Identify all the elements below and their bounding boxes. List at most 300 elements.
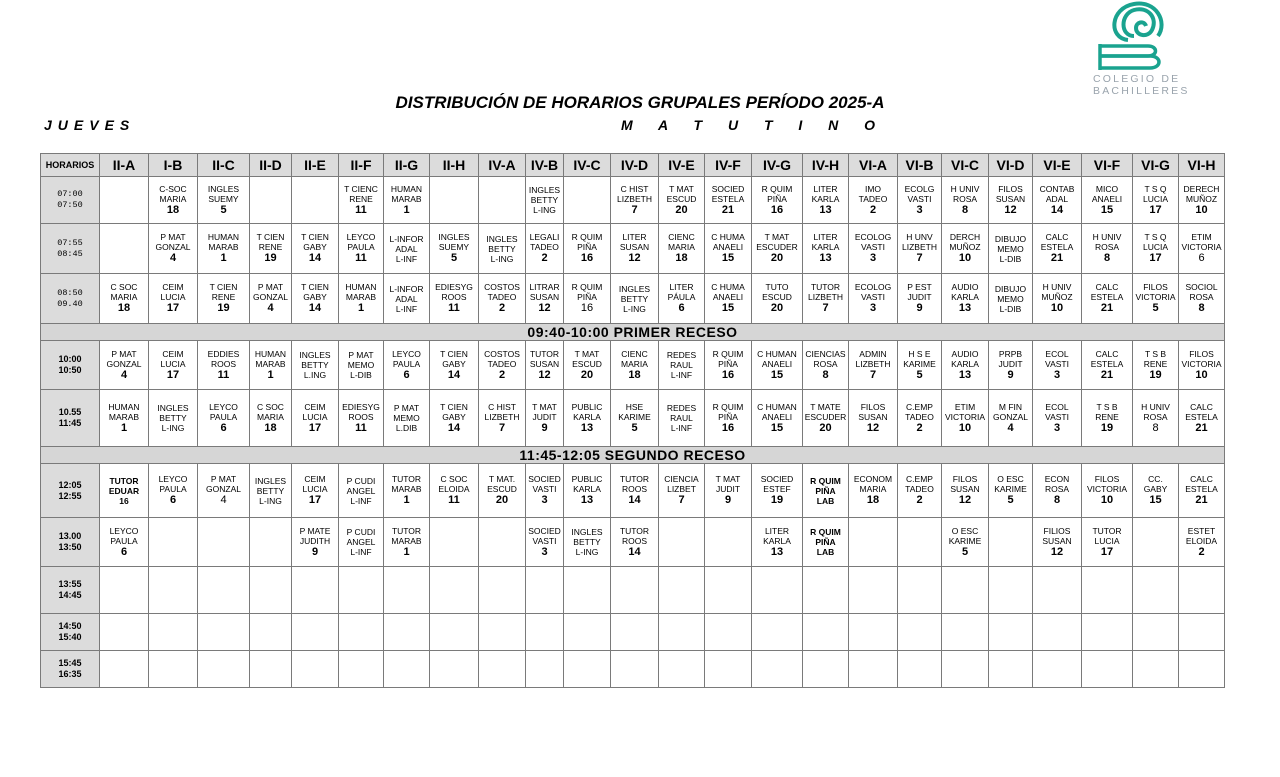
time-start: 13:55: [58, 579, 82, 589]
room-label: 3: [541, 545, 548, 558]
room-label: 7: [822, 302, 829, 314]
class-cell: [1033, 341, 1082, 390]
class-cell: [1179, 390, 1225, 447]
class-cell: [430, 224, 479, 274]
class-cell: [898, 518, 942, 567]
group-header-iv-d: IV-D: [611, 154, 659, 177]
class-cell: [1179, 274, 1225, 324]
room-label: 16: [770, 203, 784, 216]
class-cell: [1033, 518, 1082, 567]
teacher-label: TADEO: [905, 411, 934, 422]
teacher-label: SUSAN: [619, 242, 650, 252]
room-label: 16: [580, 252, 594, 264]
class-cell: [898, 614, 942, 651]
class-cell: [989, 390, 1033, 447]
class-cell: [292, 390, 339, 447]
teacher-label: MEMO: [997, 293, 1024, 304]
class-cell: [803, 614, 849, 651]
teacher-label: JUDIT: [998, 358, 1023, 369]
class-cell: [1082, 567, 1133, 614]
room-label: L-DIB: [999, 253, 1022, 264]
teacher-label: MARAB: [208, 242, 239, 252]
room-label: 8: [822, 368, 829, 381]
class-cell: [339, 177, 384, 224]
time-end: 10:50: [58, 365, 82, 375]
class-cell: [149, 567, 198, 614]
room-label: 8: [1053, 494, 1061, 506]
subject-label: O ESC: [951, 525, 979, 536]
teacher-label: KARLA: [951, 358, 979, 369]
class-cell: [849, 567, 898, 614]
subject-label: CEIM: [162, 348, 184, 359]
teacher-label: MUÑOZ: [1041, 292, 1073, 302]
subject-label: TUTOR: [619, 474, 650, 484]
subject-label: ETIM: [954, 401, 976, 412]
room-label: 10: [1050, 302, 1064, 314]
teacher-label: VASTI: [532, 535, 557, 546]
class-cell: [989, 464, 1033, 518]
room-label: 19: [1149, 368, 1162, 381]
teacher-label: LUCIA: [160, 292, 186, 302]
subject-label: H UNV: [906, 232, 933, 242]
subject-label: C SOC: [257, 401, 284, 412]
subject-label: M FIN: [998, 401, 1023, 412]
class-cell: [479, 567, 526, 614]
room-label: 7: [916, 252, 923, 264]
subject-label: H UNIV: [1141, 401, 1170, 412]
subject-label: PRPB: [998, 348, 1023, 359]
room-label: 21: [721, 203, 735, 216]
class-cell: [564, 274, 611, 324]
subject-label: CEIM: [304, 474, 326, 484]
group-header-ii-e: II-E: [292, 154, 339, 177]
class-cell: [705, 224, 752, 274]
teacher-label: LUCIA: [302, 484, 328, 494]
class-cell: [1179, 177, 1225, 224]
room-label: 17: [1100, 545, 1114, 558]
class-cell: [384, 177, 430, 224]
room-label: L-ING: [259, 495, 282, 506]
subject-label: C HIST: [620, 183, 649, 194]
subject-label: T MAT: [669, 183, 694, 194]
class-cell: [705, 341, 752, 390]
subject-label: ECOLOG: [854, 232, 892, 242]
room-label: 6: [169, 494, 177, 506]
class-cell: [803, 390, 849, 447]
room-label: L.ING: [303, 370, 327, 380]
room-label: 5: [916, 368, 923, 381]
teacher-label: SUSAN: [950, 484, 980, 494]
class-cell: [803, 341, 849, 390]
subject-label: INGLES: [571, 527, 603, 537]
subject-label: INGLES: [207, 183, 240, 194]
teacher-label: ANAELI: [761, 358, 793, 369]
teacher-label: LUCIA: [1094, 535, 1120, 546]
class-cell: [564, 614, 611, 651]
class-cell: [292, 614, 339, 651]
room-label: 15: [1100, 203, 1114, 216]
class-cell: [292, 464, 339, 518]
class-cell: [250, 651, 292, 688]
time-end: 16:35: [58, 669, 82, 679]
teacher-label: MARAB: [108, 411, 140, 422]
subject-label: FILOS: [998, 183, 1023, 194]
class-cell: [1133, 567, 1179, 614]
teacher-label: TADEO: [905, 484, 934, 494]
subject-label: MICO: [1095, 183, 1119, 194]
room-label: 20: [770, 302, 784, 314]
teacher-label: ANAELI: [712, 242, 744, 252]
time-start: 10.55: [58, 407, 82, 417]
class-cell: [564, 518, 611, 567]
subject-label: COSTOS: [484, 348, 520, 359]
room-label: 18: [166, 203, 180, 216]
class-cell: [526, 274, 564, 324]
time-end: 07:50: [57, 200, 83, 210]
teacher-label: GABY: [442, 358, 466, 369]
subject-label: P MAT: [257, 282, 284, 292]
class-cell: [339, 341, 384, 390]
class-cell: [1082, 274, 1133, 324]
teacher-label: VASTI: [532, 484, 557, 494]
subject-label: C HIST: [488, 401, 516, 412]
class-cell: [292, 224, 339, 274]
room-label: 14: [628, 545, 641, 558]
teacher-label: VICTORIA: [1087, 484, 1127, 494]
teacher-label: RAUL: [670, 413, 693, 423]
class-cell: [250, 390, 292, 447]
class-cell: [198, 464, 250, 518]
class-cell: [564, 390, 611, 447]
room-label: 12: [958, 494, 972, 506]
room-label: L.DIB: [395, 423, 418, 433]
room-label: 4: [120, 368, 128, 381]
room-label: 16: [119, 495, 129, 506]
class-cell: [705, 651, 752, 688]
class-cell: [989, 177, 1033, 224]
room-label: 5: [631, 421, 638, 434]
recess-row: [41, 447, 1225, 464]
class-cell: [1179, 341, 1225, 390]
room-label: 15: [770, 368, 784, 381]
class-cell: [149, 464, 198, 518]
class-cell: [100, 464, 149, 518]
class-cell: [659, 567, 705, 614]
class-cell: [564, 464, 611, 518]
room-label: L-INF: [670, 370, 693, 380]
class-cell: [564, 567, 611, 614]
time-slot: [41, 651, 100, 688]
room-label: L-INF: [350, 547, 372, 557]
time-start: 10:00: [58, 354, 82, 364]
class-cell: [1082, 464, 1133, 518]
room-label: 7: [678, 494, 685, 506]
class-cell: [752, 651, 803, 688]
room-label: 3: [1053, 368, 1061, 381]
subject-label: FILOS: [952, 474, 978, 484]
time-start: 07:55: [57, 237, 83, 248]
teacher-label: ELOIDA: [1185, 535, 1218, 546]
class-cell: [1179, 518, 1225, 567]
room-label: 12: [538, 302, 551, 314]
room-label: 2: [498, 368, 506, 381]
recess-row: [41, 324, 1225, 341]
subject-label: TUTOR: [619, 525, 650, 536]
time-start: 08:50: [57, 287, 83, 298]
room-label: 21: [1100, 368, 1114, 381]
time-end: 08:45: [57, 248, 83, 259]
room-label: 1: [403, 494, 410, 506]
room-label: 9: [916, 302, 923, 314]
class-cell: [339, 464, 384, 518]
group-header-vi-b: VI-B: [898, 154, 942, 177]
subject-label: SOCIED: [528, 525, 561, 536]
subject-label: C.EMP: [906, 401, 933, 412]
class-cell: [430, 390, 479, 447]
room-label: 20: [495, 494, 509, 506]
room-label: 3: [541, 494, 548, 506]
subject-label: DERECH: [1183, 183, 1220, 194]
room-label: 13: [580, 421, 594, 434]
header-row: [41, 154, 1225, 177]
teacher-label: RENE: [1143, 358, 1168, 369]
teacher-label: LIZBETH: [617, 193, 652, 204]
teacher-label: RENE: [1095, 411, 1119, 422]
time-end: 13:50: [58, 542, 82, 552]
teacher-label: PIÑA: [718, 411, 738, 422]
teacher-label: MEMO: [997, 243, 1024, 254]
time-slot: [41, 341, 100, 390]
room-label: L-INF: [350, 495, 372, 506]
class-cell: [849, 224, 898, 274]
subject-label: T MAT: [764, 232, 790, 242]
class-cell: [1082, 224, 1133, 274]
subject-label: INGLES: [618, 283, 651, 294]
teacher-label: ROOS: [441, 292, 467, 302]
room-label: 5: [961, 545, 969, 558]
class-cell: [149, 390, 198, 447]
teacher-label: PAULA: [159, 484, 187, 494]
class-cell: [526, 341, 564, 390]
class-cell: [942, 567, 989, 614]
class-cell: [149, 651, 198, 688]
subject-label: C HUMA: [711, 282, 745, 292]
teacher-label: BETTY: [620, 293, 649, 304]
room-label: 1: [120, 421, 128, 434]
room-label: 11: [217, 368, 230, 381]
room-label: 11: [355, 421, 367, 434]
subject-label: LEYCO: [346, 232, 376, 242]
group-header-vi-h: VI-H: [1179, 154, 1225, 177]
class-cell: [1179, 651, 1225, 688]
teacher-label: KARLA: [573, 484, 601, 494]
teacher-label: PIÑA: [815, 537, 836, 547]
teacher-label: ANGEL: [346, 537, 376, 547]
room-label: 7: [498, 421, 506, 434]
room-label: LAB: [816, 495, 835, 506]
teacher-label: ANGEL: [346, 485, 376, 496]
room-label: 3: [916, 203, 923, 216]
teacher-label: JUDIT: [532, 411, 557, 422]
room-label: 17: [308, 494, 322, 506]
teacher-label: ESCUDER: [756, 242, 798, 252]
class-cell: [1133, 651, 1179, 688]
class-cell: [292, 177, 339, 224]
class-cell: [1133, 341, 1179, 390]
class-cell: [1033, 651, 1082, 688]
subject-label: LEYCO: [158, 474, 188, 484]
subject-label: CALC: [1095, 282, 1119, 292]
subject-label: FILOS: [860, 401, 886, 412]
teacher-label: BETTY: [301, 360, 329, 370]
class-cell: [198, 518, 250, 567]
room-label: 17: [166, 302, 180, 314]
class-cell: [849, 464, 898, 518]
teacher-label: BETTY: [573, 537, 601, 547]
subject-label: P EST: [907, 282, 932, 292]
teacher-label: VASTI: [907, 193, 932, 204]
teacher-label: SUSAN: [858, 411, 888, 422]
class-cell: [149, 341, 198, 390]
subject-label: SOCIOL: [1185, 282, 1218, 292]
class-cell: [1082, 651, 1133, 688]
teacher-label: LUCIA: [302, 411, 328, 422]
class-cell: [430, 518, 479, 567]
teacher-label: ROOS: [210, 358, 237, 369]
class-cell: [898, 464, 942, 518]
room-label: 18: [117, 302, 131, 314]
room-label: 16: [580, 302, 594, 314]
class-cell: [100, 224, 149, 274]
teacher-label: MARAB: [391, 484, 422, 494]
class-cell: [898, 274, 942, 324]
room-label: 2: [916, 494, 923, 506]
teacher-label: ANAELI: [761, 411, 793, 422]
room-label: 17: [166, 368, 180, 381]
class-cell: [803, 464, 849, 518]
class-cell: [198, 224, 250, 274]
class-cell: [100, 390, 149, 447]
teacher-label: JUDITH: [299, 535, 331, 546]
class-cell: [942, 274, 989, 324]
teacher-label: GONZAL: [206, 484, 241, 494]
class-cell: [149, 177, 198, 224]
subject-label: ECON: [1044, 474, 1070, 484]
group-header-ii-g: II-G: [384, 154, 430, 177]
teacher-label: BETTY: [256, 485, 285, 496]
teacher-label: SUEMY: [438, 242, 470, 252]
class-cell: [526, 614, 564, 651]
subject-label: FILIOS: [1043, 525, 1071, 536]
room-label: 2: [1198, 545, 1205, 558]
room-label: 13: [958, 302, 972, 314]
class-cell: [1082, 518, 1133, 567]
time-slot: [41, 567, 100, 614]
subject-label: T MATE: [810, 401, 841, 412]
class-cell: [1133, 224, 1179, 274]
room-label: 16: [721, 368, 735, 381]
class-cell: [430, 464, 479, 518]
room-label: 4: [1007, 421, 1014, 434]
group-header-iv-g: IV-G: [752, 154, 803, 177]
group-header-vi-a: VI-A: [849, 154, 898, 177]
class-cell: [339, 651, 384, 688]
class-cell: [849, 177, 898, 224]
class-cell: [803, 274, 849, 324]
room-label: L-ING: [533, 205, 556, 215]
class-cell: [198, 567, 250, 614]
subject-label: T MAT: [574, 348, 600, 359]
class-cell: [339, 274, 384, 324]
teacher-label: GONZAL: [993, 411, 1028, 422]
teacher-label: ELOIDA: [438, 484, 470, 494]
teacher-label: RAUL: [670, 360, 693, 370]
room-label: 20: [675, 203, 688, 216]
subject-label: EDIESYG: [435, 282, 473, 292]
class-cell: [849, 518, 898, 567]
room-label: 14: [447, 421, 461, 434]
room-label: 5: [1007, 494, 1014, 506]
class-cell: [198, 274, 250, 324]
group-header-i-b: I-B: [149, 154, 198, 177]
room-label: 8: [1152, 421, 1159, 434]
subject-label: LEYCO: [109, 525, 139, 536]
class-cell: [526, 518, 564, 567]
teacher-label: MARIA: [257, 411, 284, 422]
teacher-label: EDUAR: [108, 485, 140, 496]
class-cell: [659, 614, 705, 651]
schedule-row: [41, 390, 1225, 447]
class-cell: [989, 224, 1033, 274]
subject-label: R QUIM: [810, 527, 841, 537]
class-cell: [339, 224, 384, 274]
class-cell: [989, 614, 1033, 651]
subject-label: SOCIED: [711, 183, 745, 194]
class-cell: [1133, 464, 1179, 518]
teacher-label: MUÑOZ: [1185, 193, 1218, 204]
class-cell: [898, 567, 942, 614]
class-cell: [942, 651, 989, 688]
class-cell: [942, 177, 989, 224]
teacher-label: ROOS: [348, 411, 374, 422]
class-cell: [659, 274, 705, 324]
room-label: 12: [1004, 203, 1017, 216]
teacher-label: ROSA: [1189, 292, 1214, 302]
class-cell: [752, 567, 803, 614]
class-cell: [526, 390, 564, 447]
room-label: 6: [120, 545, 128, 558]
schedule-row: [41, 651, 1225, 688]
day-label: JUEVES: [44, 117, 136, 133]
group-header-ii-c: II-C: [198, 154, 250, 177]
teacher-label: SUSAN: [529, 358, 560, 369]
subject-label: HUMAN: [254, 348, 287, 359]
class-cell: [942, 341, 989, 390]
room-label: 3: [869, 252, 877, 264]
teacher-label: SUSAN: [529, 292, 560, 302]
subject-label: SOCIED: [528, 474, 561, 484]
page-title: DISTRIBUCIÓN DE HORARIOS GRUPALES PERÍODO 2025-A: [395, 93, 885, 112]
room-label: 15: [721, 252, 735, 264]
class-cell: [198, 390, 250, 447]
room-label: 14: [308, 252, 322, 264]
teacher-label: ROSA: [952, 193, 978, 204]
class-cell: [1033, 274, 1082, 324]
class-cell: [752, 518, 803, 567]
subject-label: CIENCIAS: [805, 348, 846, 359]
room-label: 3: [869, 302, 877, 314]
room-label: 15: [721, 302, 735, 314]
